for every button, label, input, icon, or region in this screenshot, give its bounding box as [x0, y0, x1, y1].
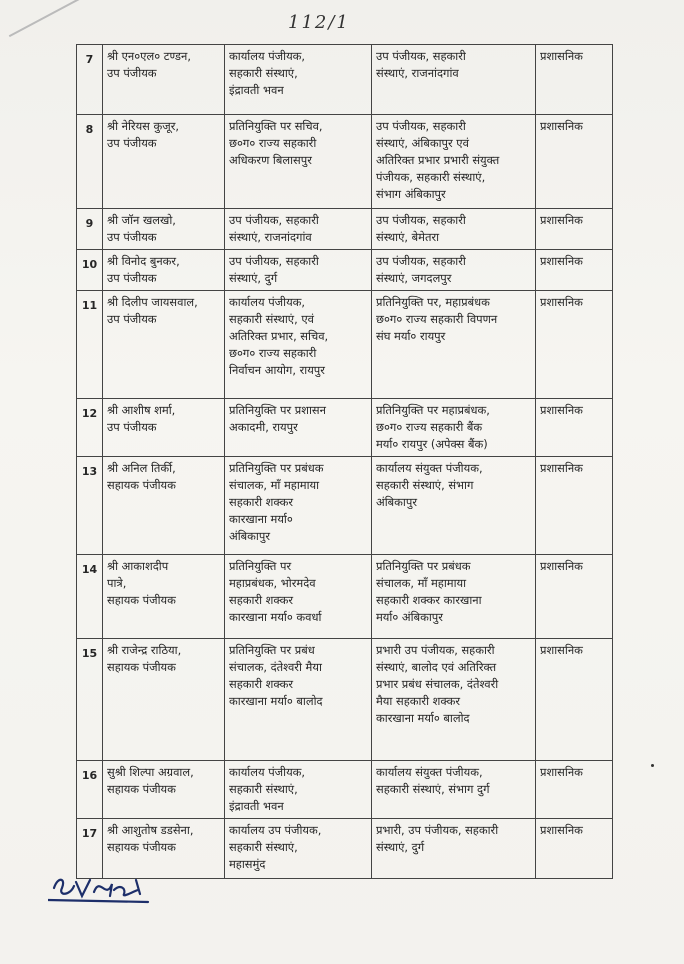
current-posting-line: सहकारी शक्कर	[229, 495, 294, 509]
new-posting-cell	[372, 555, 536, 639]
new-posting-line: अंबिकापुर	[376, 495, 417, 509]
officer-name-line: श्री जॉन खलखो,	[107, 213, 176, 227]
officer-name-cell	[103, 639, 225, 761]
new-posting-line: संस्थाएं, जगदलपुर	[376, 271, 452, 285]
officer-name-line: सहायक पंजीयक	[107, 840, 176, 854]
current-posting-line: सहकारी शक्कर	[229, 593, 294, 607]
new-posting-line: छ०ग० राज्य सहकारी विपणन	[376, 312, 498, 326]
transfer-type-cell: प्रशासनिक	[536, 819, 613, 879]
current-posting-line: निर्वाचन आयोग, रायपुर	[229, 363, 325, 377]
new-posting-line: उप पंजीयक, सहकारी	[376, 213, 466, 227]
current-posting-line: कारखाना मर्या०	[229, 512, 293, 526]
transfer-type-cell: प्रशासनिक	[536, 457, 613, 555]
current-posting-line: सहकारी शक्कर	[229, 677, 294, 691]
current-posting-line: अधिकरण बिलासपुर	[229, 153, 312, 167]
new-posting-line: प्रतिनियुक्ति पर महाप्रबंधक,	[376, 403, 490, 417]
new-posting-line: संस्थाएं, दुर्ग	[376, 840, 425, 854]
new-posting-line: संस्थाएं, राजनांदगांव	[376, 66, 459, 80]
new-posting-line: पंजीयक, सहकारी संस्थाएं,	[376, 170, 486, 184]
current-posting-line: प्रतिनियुक्ति पर	[229, 559, 292, 573]
current-posting-line: प्रतिनियुक्ति पर प्रबंधक	[229, 461, 324, 475]
current-posting-cell	[225, 250, 372, 291]
new-posting-line: प्रतिनियुक्ति पर, महाप्रबंधक	[376, 295, 490, 309]
serial-number-cell: 9	[77, 209, 103, 250]
serial-number-cell: 10	[77, 250, 103, 291]
officer-name-cell	[103, 115, 225, 209]
new-posting-line: संस्थाएं, बालोद एवं अतिरिक्त	[376, 660, 497, 674]
officer-name-line: श्री आशीष शर्मा,	[107, 403, 176, 417]
officer-name-line: श्री राजेन्द्र राठिया,	[107, 643, 182, 657]
new-posting-cell	[372, 399, 536, 457]
current-posting-line: प्रतिनियुक्ति पर प्रबंध	[229, 643, 315, 657]
officer-name-line: श्री नेरियस कुजूर,	[107, 119, 179, 133]
current-posting-line: अंबिकापुर	[229, 529, 270, 543]
new-posting-line: छ०ग० राज्य सहकारी बैंक	[376, 420, 483, 434]
new-posting-line: संस्थाएं, अंबिकापुर एवं	[376, 136, 469, 150]
officer-name-cell	[103, 457, 225, 555]
table-row	[77, 555, 613, 639]
new-posting-cell	[372, 115, 536, 209]
current-posting-line: इंद्रावती भवन	[229, 799, 284, 813]
table-row	[77, 761, 613, 819]
officer-name-line: उप पंजीयक	[107, 312, 157, 326]
transfer-type-cell: प्रशासनिक	[536, 115, 613, 209]
new-posting-line: कार्यालय संयुक्त पंजीयक,	[376, 461, 483, 475]
officer-name-line: श्री आकाशदीप	[107, 559, 169, 573]
new-posting-line: प्रतिनियुक्ति पर प्रबंधक	[376, 559, 471, 573]
officer-name-cell	[103, 45, 225, 115]
serial-number-cell: 13	[77, 457, 103, 555]
serial-number-cell: 12	[77, 399, 103, 457]
new-posting-line: संघ मर्या० रायपुर	[376, 329, 446, 343]
current-posting-line: कार्यालय पंजीयक,	[229, 295, 306, 309]
officer-name-line: पात्रे,	[107, 576, 127, 590]
current-posting-line: सहकारी संस्थाएं,	[229, 782, 298, 796]
transfer-type-cell: प्रशासनिक	[536, 209, 613, 250]
ink-dot	[651, 764, 654, 767]
officer-name-line: सहायक पंजीयक	[107, 593, 176, 607]
new-posting-cell	[372, 761, 536, 819]
current-posting-cell	[225, 209, 372, 250]
current-posting-cell	[225, 639, 372, 761]
table-row	[77, 115, 613, 209]
current-posting-cell	[225, 819, 372, 879]
handwritten-signature	[48, 866, 158, 906]
transfer-type-cell: प्रशासनिक	[536, 399, 613, 457]
current-posting-line: प्रतिनियुक्ति पर सचिव,	[229, 119, 323, 133]
officer-name-line: उप पंजीयक	[107, 66, 157, 80]
officer-name-line: श्री अनिल तिर्की,	[107, 461, 176, 475]
new-posting-line: संभाग अंबिकापुर	[376, 187, 446, 201]
new-posting-line: प्रभारी उप पंजीयक, सहकारी	[376, 643, 495, 657]
current-posting-line: उप पंजीयक, सहकारी	[229, 254, 319, 268]
current-posting-line: अतिरिक्त प्रभार, सचिव,	[229, 329, 329, 343]
new-posting-line: संचालक, माँ महामाया	[376, 576, 467, 590]
current-posting-line: संचालक, माँ महामाया	[229, 478, 320, 492]
transfer-type-cell: प्रशासनिक	[536, 45, 613, 115]
current-posting-line: छ०ग० राज्य सहकारी	[229, 346, 317, 360]
current-posting-cell	[225, 457, 372, 555]
transfer-type-cell: प्रशासनिक	[536, 761, 613, 819]
new-posting-line: संस्थाएं, बेमेतरा	[376, 230, 440, 244]
new-posting-cell	[372, 209, 536, 250]
current-posting-cell	[225, 761, 372, 819]
serial-number-cell: 17	[77, 819, 103, 879]
current-posting-cell	[225, 115, 372, 209]
transfer-type-cell: प्रशासनिक	[536, 291, 613, 399]
new-posting-cell	[372, 457, 536, 555]
officer-name-line: उप पंजीयक	[107, 230, 157, 244]
new-posting-line: कार्यालय संयुक्त पंजीयक,	[376, 765, 483, 779]
current-posting-line: सहकारी संस्थाएं, एवं	[229, 312, 314, 326]
table-row	[77, 209, 613, 250]
current-posting-cell	[225, 45, 372, 115]
officer-name-line: श्री दिलीप जायसवाल,	[107, 295, 198, 309]
new-posting-line: सहकारी संस्थाएं, संभाग दुर्ग	[376, 782, 490, 796]
new-posting-line: उप पंजीयक, सहकारी	[376, 49, 466, 63]
table-row	[77, 457, 613, 555]
transfer-type-cell: प्रशासनिक	[536, 639, 613, 761]
current-posting-line: महासमुंद	[229, 857, 266, 871]
page-fold-mark	[0, 0, 116, 37]
officer-name-cell	[103, 291, 225, 399]
current-posting-line: संस्थाएं, राजनांदगांव	[229, 230, 312, 244]
table-row	[77, 291, 613, 399]
new-posting-line: मैया सहकारी शक्कर	[376, 694, 461, 708]
transfer-table	[76, 44, 613, 879]
current-posting-line: इंद्रावती भवन	[229, 83, 284, 97]
officer-name-line: श्री आशुतोष डडसेना,	[107, 823, 194, 837]
current-posting-line: कारखाना मर्या० बालोद	[229, 694, 323, 708]
officer-name-cell	[103, 209, 225, 250]
current-posting-line: सहकारी संस्थाएं,	[229, 66, 298, 80]
new-posting-line: मर्या० रायपुर (अपेक्स बैंक)	[376, 437, 488, 451]
officer-name-line: उप पंजीयक	[107, 271, 157, 285]
table-row	[77, 45, 613, 115]
new-posting-cell	[372, 639, 536, 761]
table-row	[77, 399, 613, 457]
current-posting-line: संस्थाएं, दुर्ग	[229, 271, 278, 285]
officer-name-line: सहायक पंजीयक	[107, 782, 176, 796]
officer-name-line: उप पंजीयक	[107, 136, 157, 150]
officer-name-cell	[103, 555, 225, 639]
transfer-table-body	[77, 45, 613, 879]
current-posting-cell	[225, 555, 372, 639]
current-posting-line: सहकारी संस्थाएं,	[229, 840, 298, 854]
table-row	[77, 639, 613, 761]
new-posting-line: सहकारी संस्थाएं, संभाग	[376, 478, 474, 492]
new-posting-line: प्रभारी, उप पंजीयक, सहकारी	[376, 823, 499, 837]
current-posting-line: उप पंजीयक, सहकारी	[229, 213, 319, 227]
new-posting-cell	[372, 45, 536, 115]
serial-number-cell: 16	[77, 761, 103, 819]
new-posting-line: उप पंजीयक, सहकारी	[376, 119, 466, 133]
transfer-type-cell: प्रशासनिक	[536, 250, 613, 291]
officer-name-line: सहायक पंजीयक	[107, 478, 176, 492]
serial-number-cell: 15	[77, 639, 103, 761]
current-posting-line: अकादमी, रायपुर	[229, 420, 298, 434]
officer-name-cell	[103, 399, 225, 457]
table-row	[77, 250, 613, 291]
current-posting-line: छ०ग० राज्य सहकारी	[229, 136, 317, 150]
officer-name-line: सहायक पंजीयक	[107, 660, 176, 674]
serial-number-cell: 14	[77, 555, 103, 639]
officer-name-line: श्री विनोद बुनकर,	[107, 254, 180, 268]
serial-number-cell: 11	[77, 291, 103, 399]
officer-name-line: श्री एन०एल० टण्डन,	[107, 49, 191, 63]
page-number: 112/1	[288, 12, 350, 33]
current-posting-line: महाप्रबंधक, भोरमदेव	[229, 576, 316, 590]
current-posting-line: कार्यालय पंजीयक,	[229, 765, 306, 779]
new-posting-cell	[372, 291, 536, 399]
officer-name-line: सुश्री शिल्पा अग्रवाल,	[107, 765, 194, 779]
transfer-type-cell: प्रशासनिक	[536, 555, 613, 639]
current-posting-cell	[225, 291, 372, 399]
new-posting-cell	[372, 250, 536, 291]
serial-number-cell: 7	[77, 45, 103, 115]
new-posting-line: सहकारी शक्कर कारखाना	[376, 593, 482, 607]
officer-name-line: उप पंजीयक	[107, 420, 157, 434]
current-posting-line: कार्यालय उप पंजीयक,	[229, 823, 322, 837]
current-posting-cell	[225, 399, 372, 457]
officer-name-cell	[103, 250, 225, 291]
new-posting-line: कारखाना मर्या० बालोद	[376, 711, 470, 725]
current-posting-line: प्रतिनियुक्ति पर प्रशासन	[229, 403, 326, 417]
new-posting-line: मर्या० अंबिकापुर	[376, 610, 443, 624]
current-posting-line: कार्यालय पंजीयक,	[229, 49, 306, 63]
current-posting-line: संचालक, दंतेश्वरी मैया	[229, 660, 322, 674]
new-posting-cell	[372, 819, 536, 879]
current-posting-line: कारखाना मर्या० कवर्धा	[229, 610, 322, 624]
new-posting-line: अतिरिक्त प्रभार प्रभारी संयुक्त	[376, 153, 500, 167]
officer-name-cell	[103, 761, 225, 819]
serial-number-cell: 8	[77, 115, 103, 209]
new-posting-line: प्रभार प्रबंध संचालक, दंतेश्वरी	[376, 677, 499, 691]
new-posting-line: उप पंजीयक, सहकारी	[376, 254, 466, 268]
